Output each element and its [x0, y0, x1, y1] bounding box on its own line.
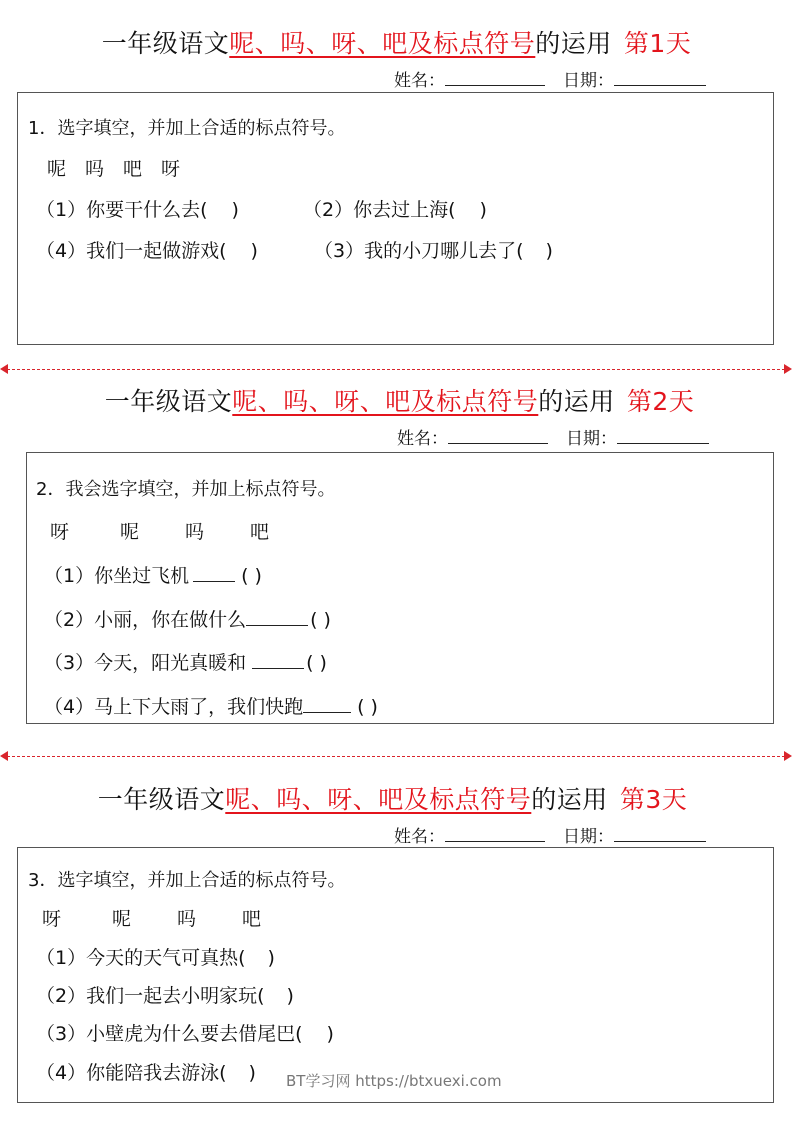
- title-prefix: 一年级语文: [101, 29, 230, 58]
- name-blank[interactable]: [448, 429, 548, 444]
- word-choice: 呀: [161, 158, 181, 180]
- section-2-meta: 姓名： 日期：: [397, 424, 709, 449]
- item-1-3: （4）我们一起做游戏( ): [36, 240, 258, 262]
- section-3-title: 一年级语文呢、吗、呀、吧及标点符号的运用 第3天: [97, 785, 688, 814]
- word-choices-2: 呀 呢 吗 吧: [50, 521, 270, 543]
- word-choice: 吗: [85, 158, 105, 180]
- section-2-title: 一年级语文呢、吗、呀、吧及标点符号的运用 第2天: [104, 387, 695, 416]
- date-blank[interactable]: [614, 71, 706, 86]
- item-1-2: （2）你去过上海( ): [303, 199, 487, 221]
- answer-blank[interactable]: [193, 565, 235, 582]
- item-1-1: （1）你要干什么去( ): [36, 199, 239, 221]
- word-choice: 吧: [123, 158, 143, 180]
- date-blank[interactable]: [614, 827, 706, 842]
- cut-line-divider: [2, 369, 790, 370]
- name-label: 姓名：: [394, 71, 445, 91]
- cut-line-divider: [2, 756, 790, 757]
- arrow-left-icon: [0, 364, 8, 374]
- question-1: 1．选字填空，并加上合适的标点符号。: [28, 118, 346, 139]
- item-1-4: （3）我的小刀哪儿去了( ): [314, 240, 553, 262]
- item-3-2: （2）我们一起去小明家玩( ): [36, 985, 294, 1007]
- item-3-1: （1）今天的天气可真热( ): [36, 947, 275, 969]
- name-blank[interactable]: [445, 71, 545, 86]
- date-blank[interactable]: [617, 429, 709, 444]
- item-2-4: （4）马上下大雨了，我们快跑 ( ): [44, 696, 378, 718]
- watermark: BT学习网 https://btxuexi.com: [286, 1072, 502, 1090]
- item-2-2: （2）小丽，你在做什么 ( ): [44, 609, 331, 631]
- question-2: 2．我会选字填空，并加上标点符号。: [36, 479, 336, 500]
- arrow-right-icon: [784, 364, 792, 374]
- question-3: 3．选字填空，并加上合适的标点符号。: [28, 870, 346, 891]
- name-blank[interactable]: [445, 827, 545, 842]
- title-topic: 呢、吗、呀、吧及标点符号: [229, 29, 536, 58]
- item-3-4: （4）你能陪我去游泳( ): [36, 1062, 256, 1084]
- title-day: 第1天: [623, 29, 692, 58]
- answer-blank[interactable]: [246, 609, 308, 626]
- section-3-meta: 姓名： 日期：: [394, 822, 706, 847]
- item-2-3: （3）今天，阳光真暖和 ( ): [44, 652, 327, 674]
- arrow-right-icon: [784, 751, 792, 761]
- arrow-left-icon: [0, 751, 8, 761]
- answer-blank[interactable]: [303, 696, 351, 713]
- word-choice: 呢: [47, 158, 67, 180]
- section-1-title: [0, 24, 793, 60]
- word-choices-1: [47, 154, 180, 181]
- title-suffix: 的运用: [535, 29, 612, 58]
- item-3-3: （3）小壁虎为什么要去借尾巴( ): [36, 1023, 334, 1045]
- item-2-1: （1）你坐过飞机 ( ): [44, 565, 262, 587]
- section-1-meta: [394, 66, 706, 91]
- date-label: 日期：: [563, 71, 614, 91]
- answer-blank[interactable]: [252, 652, 304, 669]
- word-choices-3: 呀 呢 吗 吧: [42, 908, 262, 930]
